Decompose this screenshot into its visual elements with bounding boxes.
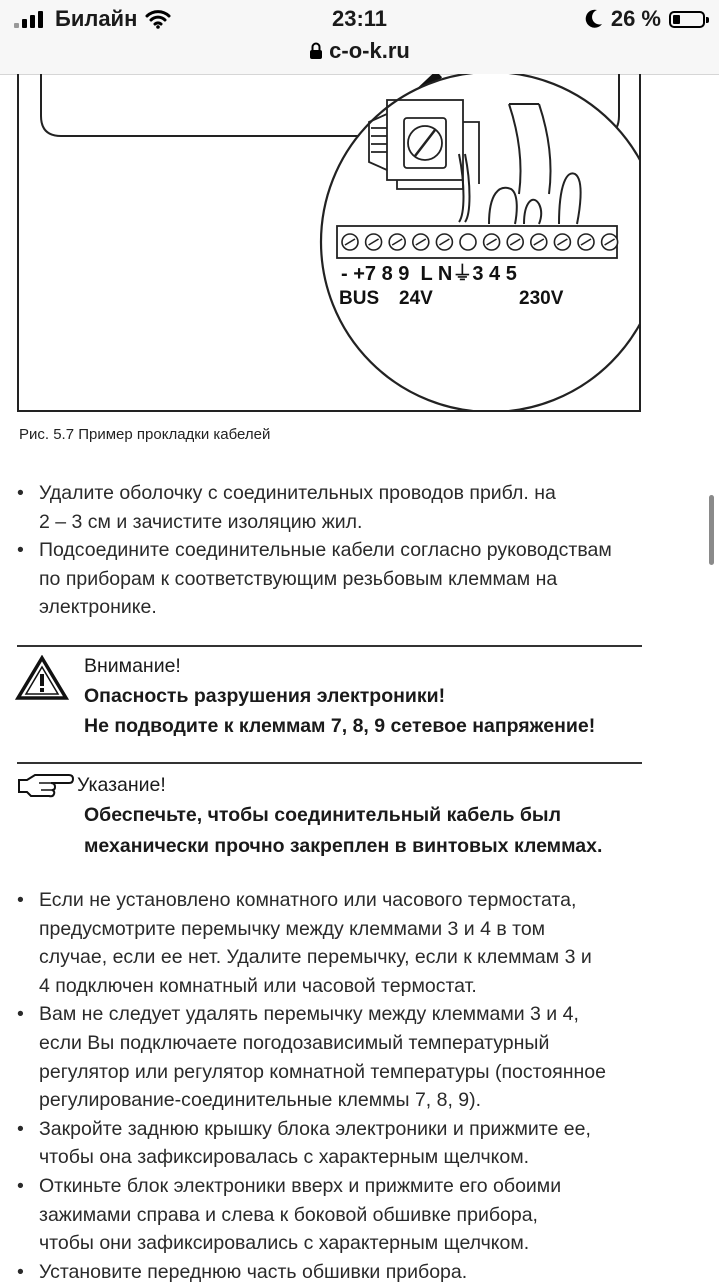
list-item-line: электронике. [39, 596, 157, 619]
status-bar [0, 0, 719, 75]
pointing-hand-icon [17, 770, 75, 798]
battery-percent: 26 % [610, 6, 661, 31]
list-item-line: • Откиньте блок электроники вверх и прижмите его обоими [39, 1174, 562, 1197]
main-bullet-list [17, 886, 657, 1286]
note-title: Указание! [77, 774, 166, 796]
list-item-line: регулятор или регулятор комнатной температуры (постоянное [39, 1060, 606, 1083]
list-item-line: регулирование-соединительные клеммы 7, 8, 9). [39, 1089, 482, 1112]
list-item-line: • Подсоедините соединительные кабели согласно руководствам [39, 539, 612, 562]
list-item-line: зажимами справа и слева к боковой обшивке прибора, [39, 1203, 538, 1226]
list-item-line: • Удалите оболочку с соединительных проводов прибл. на [39, 482, 556, 504]
carrier-name: Билайн [55, 6, 138, 31]
voltage-230v-label: 230V [519, 288, 564, 309]
list-item-line: чтобы она зафиксировалась с характерным щелчком. [39, 1146, 530, 1169]
note-line: Обеспечьте, чтобы соединительный кабель был [84, 804, 561, 826]
divider [17, 645, 642, 647]
address-bar[interactable] [0, 38, 719, 64]
status-right [585, 6, 705, 32]
list-item-line: • Закройте заднюю крышку блока электроники и прижмите ее, [39, 1117, 591, 1140]
terminal-screw [460, 234, 476, 250]
wiring-diagram [19, 74, 641, 412]
warning-line: Опасность разрушения электроники! [84, 685, 446, 707]
scrollbar[interactable] [709, 495, 714, 565]
figure-caption: Рис. 5.7 Пример прокладки кабелей [19, 426, 271, 443]
lock-icon [309, 42, 323, 60]
warning-icon [15, 655, 69, 701]
list-item-line: • Установите переднюю часть обшивки прибора. [39, 1260, 468, 1283]
url-text: c-o-k.ru [329, 38, 410, 63]
intro-bullet-list [17, 479, 657, 622]
voltage-24v-label: 24V [399, 288, 433, 309]
list-item-line: предусмотрите перемычку между клеммами 3 и 4 в том [39, 917, 546, 940]
list-item [17, 479, 657, 536]
list-item-line: случае, если ее нет. Удалите перемычку, если к клеммам 3 и [39, 946, 592, 969]
warning-title: Внимание! [84, 655, 181, 677]
list-item [17, 886, 657, 1000]
battery-level [673, 15, 680, 24]
list-item [17, 536, 657, 622]
note-line: механически прочно закреплен в винтовых клеммах. [84, 835, 603, 857]
warning-block [84, 651, 595, 741]
list-item-line: 4 подключен комнатный или часовой термостат. [39, 974, 477, 997]
list-item [17, 1172, 657, 1258]
note-block [84, 800, 602, 862]
wiring-figure [17, 74, 641, 412]
battery-icon [669, 11, 705, 28]
moon-icon [585, 9, 603, 29]
list-item [17, 1000, 657, 1114]
divider [17, 762, 642, 764]
list-item-line: • Если не установлено комнатного или часового термостата, [39, 889, 577, 911]
list-item [17, 1115, 657, 1172]
clock: 23:11 [331, 6, 388, 31]
list-item-line: 2 – 3 см и зачистите изоляцию жил. [39, 510, 363, 533]
list-item-line: чтобы они зафиксировались с характерным щелчком. [39, 1232, 530, 1255]
list-item-line: по приборам к соответствующим резьбовым клеммам на [39, 567, 558, 590]
warning-line: Не подводите к клеммам 7, 8, 9 сетевое напряжение! [84, 715, 596, 737]
list-item-line: • Вам не следует удалять перемычку между клеммами 3 и 4, [39, 1003, 579, 1026]
terminal-labels: - +7 8 9 L N⏚3 4 5 [341, 263, 517, 285]
bus-label: BUS [339, 288, 380, 309]
list-item-line: если Вы подключаете погодозависимый температурный [39, 1031, 550, 1054]
list-item [17, 1258, 657, 1286]
